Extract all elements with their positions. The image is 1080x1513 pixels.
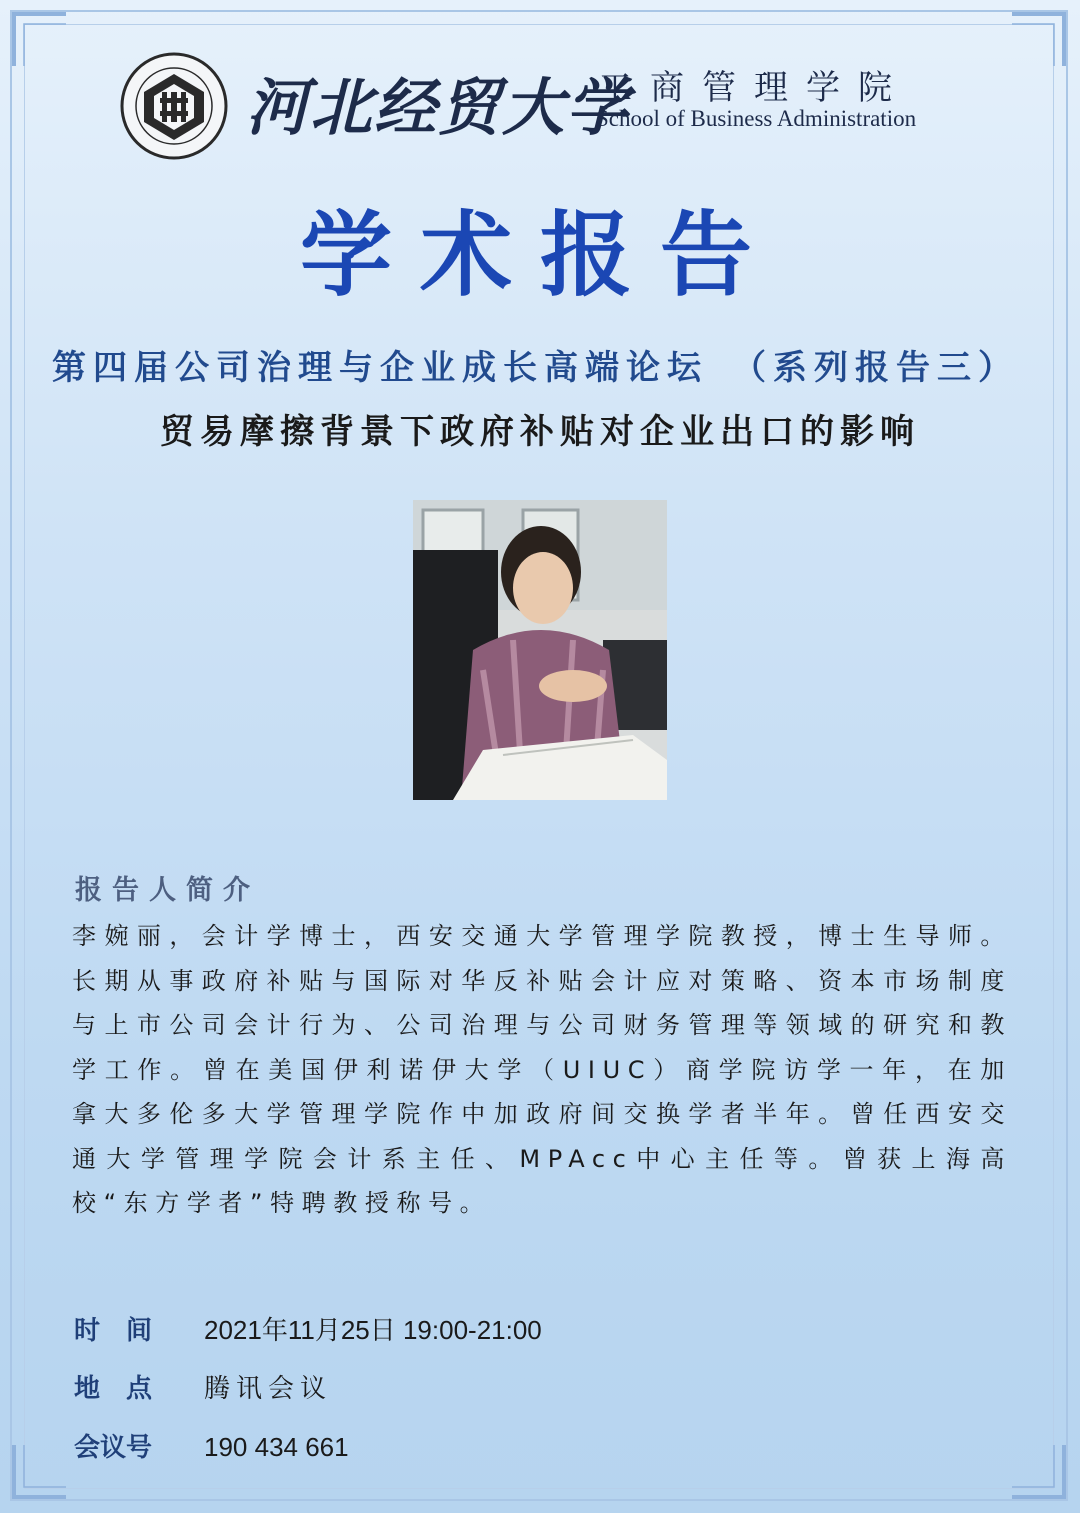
corner-ornament-bottom-right: [1008, 1441, 1068, 1501]
place-value: 腾讯会议: [204, 1373, 333, 1403]
corner-ornament-bottom-left: [10, 1441, 70, 1501]
time-value: 2021年11月25日 19:00-21:00: [204, 1315, 542, 1345]
place-label: 地 点: [74, 1374, 153, 1404]
corner-ornament-top-right: [1008, 10, 1068, 70]
meeting-label: 会议号: [74, 1433, 153, 1463]
speaker-photo: [413, 500, 667, 800]
poster-title: 学术报告: [299, 202, 780, 309]
bio-heading: 报告人简介: [75, 875, 260, 906]
forum-name: 第四届公司治理与企业成长高端论坛 （系列报告三）: [52, 348, 1019, 388]
meeting-row: [74, 1427, 349, 1464]
college-name-en: School of Business Administration: [596, 106, 917, 131]
university-name: 河北经贸大学: [246, 71, 631, 144]
place-row: [74, 1368, 332, 1405]
college-logo: [120, 52, 228, 160]
speaker-bio: 李婉丽，会计学博士，西安交通大学管理学院教授，博士生导师。长期从事政府补贴与国际对华反补贴会计应对策略、资本市场制度与上市公司会计行为、公司治理与公司财务管理等领域的研究和教学工作。曾在美国伊利诺伊大学（UIUC）商学院访学一年，在加拿大多伦多大学管理学院作中加政府间交换学者半年。曾任西安交通大学管理学院会计系主任、MPAcc中心主任等。曾获上海高校“东方学者”特聘教授称号。: [72, 922, 1012, 1217]
time-row: [74, 1310, 542, 1347]
college-name-cn: 工商管理学院: [598, 68, 910, 108]
corner-ornament-top-left: [10, 10, 70, 70]
meeting-value: 190 434 661: [204, 1432, 349, 1462]
time-label: 时 间: [74, 1316, 153, 1346]
report-topic: 贸易摩擦背景下政府补贴对企业出口的影响: [160, 412, 920, 452]
